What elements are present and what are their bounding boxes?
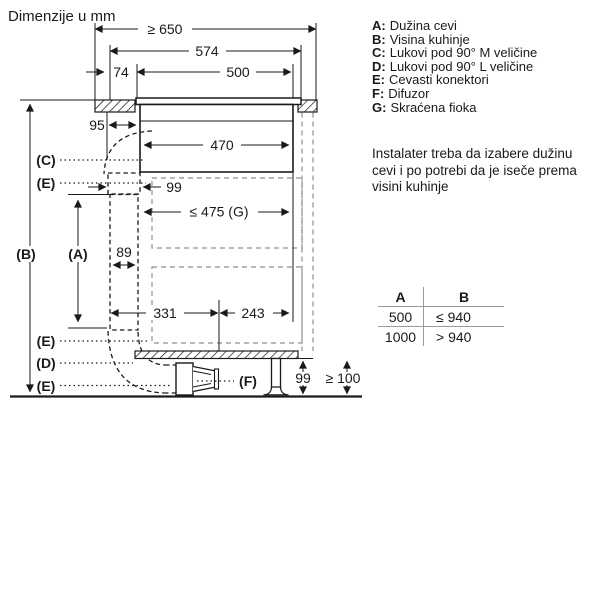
duct-pipe bbox=[110, 195, 138, 331]
page-title: Dimenzije u mm bbox=[8, 8, 116, 25]
legend-key: G: bbox=[372, 99, 387, 115]
table-header-b: B bbox=[458, 288, 470, 305]
table-cell: > 940 bbox=[424, 327, 505, 347]
dim-99-lower: 99 bbox=[295, 370, 311, 386]
diffuser-outlet bbox=[215, 369, 219, 389]
dim-89: 89 bbox=[116, 244, 132, 260]
dim-99-upper: 99 bbox=[166, 179, 182, 195]
table-cell: 500 bbox=[378, 307, 424, 327]
legend-text: Skraćena fioka bbox=[390, 99, 477, 115]
diffuser-nozzle bbox=[193, 367, 216, 392]
diffuser-body bbox=[176, 363, 193, 395]
worktop-left-section bbox=[95, 100, 135, 112]
table-cell: ≤ 940 bbox=[424, 307, 505, 327]
dim-500: 500 bbox=[226, 64, 250, 80]
label-f: (F) bbox=[239, 373, 257, 389]
legend-key: D: bbox=[372, 58, 386, 74]
dim-74: 74 bbox=[113, 64, 129, 80]
label-b: (B) bbox=[16, 246, 36, 262]
connector-lower-line bbox=[164, 365, 176, 393]
legend-text: Lukovi pod 90° M veličine bbox=[389, 45, 538, 61]
legend-key: A: bbox=[372, 18, 386, 33]
dim-574: 574 bbox=[195, 43, 219, 59]
legend-text: Lukovi pod 90° L veličine bbox=[389, 58, 534, 74]
legend-key: C: bbox=[372, 45, 386, 61]
cabinet-bottom-panel bbox=[135, 351, 298, 359]
cabinet-leg bbox=[272, 359, 281, 388]
dim-95: 95 bbox=[89, 117, 105, 133]
legend-key: E: bbox=[372, 72, 385, 88]
label-e-mid: (E) bbox=[36, 333, 56, 349]
table-header-a: A bbox=[378, 287, 424, 307]
cooktop-glass bbox=[136, 98, 301, 105]
label-e-upper: (E) bbox=[36, 175, 56, 191]
dim-width-min: ≥ 650 bbox=[147, 21, 183, 37]
dim-243: 243 bbox=[241, 305, 265, 321]
dim-plinth-min: ≥ 100 bbox=[325, 370, 361, 386]
dim-475-g: ≤ 475 (G) bbox=[189, 203, 249, 220]
legend-text: Difuzor bbox=[388, 85, 430, 101]
cabinet-leg-foot bbox=[264, 387, 289, 395]
label-a: (A) bbox=[68, 246, 88, 262]
legend-text: Dužina cevi bbox=[389, 18, 457, 33]
legend-text: Cevasti konektori bbox=[389, 72, 489, 88]
bend-d-outer bbox=[108, 331, 164, 393]
legend-key: F: bbox=[372, 85, 385, 101]
installer-note: Instalater treba da izabere dužinu cevi i po potrebi da je iseče prema visini kuhinje bbox=[372, 146, 577, 194]
legend-text: Visina kuhinje bbox=[389, 31, 470, 47]
label-d: (D) bbox=[36, 355, 56, 371]
dim-331: 331 bbox=[153, 305, 177, 321]
legend-key: B: bbox=[372, 31, 386, 47]
table-cell: 1000 bbox=[378, 327, 424, 347]
label-c: (C) bbox=[36, 152, 56, 168]
label-e-lower: (E) bbox=[36, 378, 56, 394]
dim-470: 470 bbox=[210, 137, 234, 153]
